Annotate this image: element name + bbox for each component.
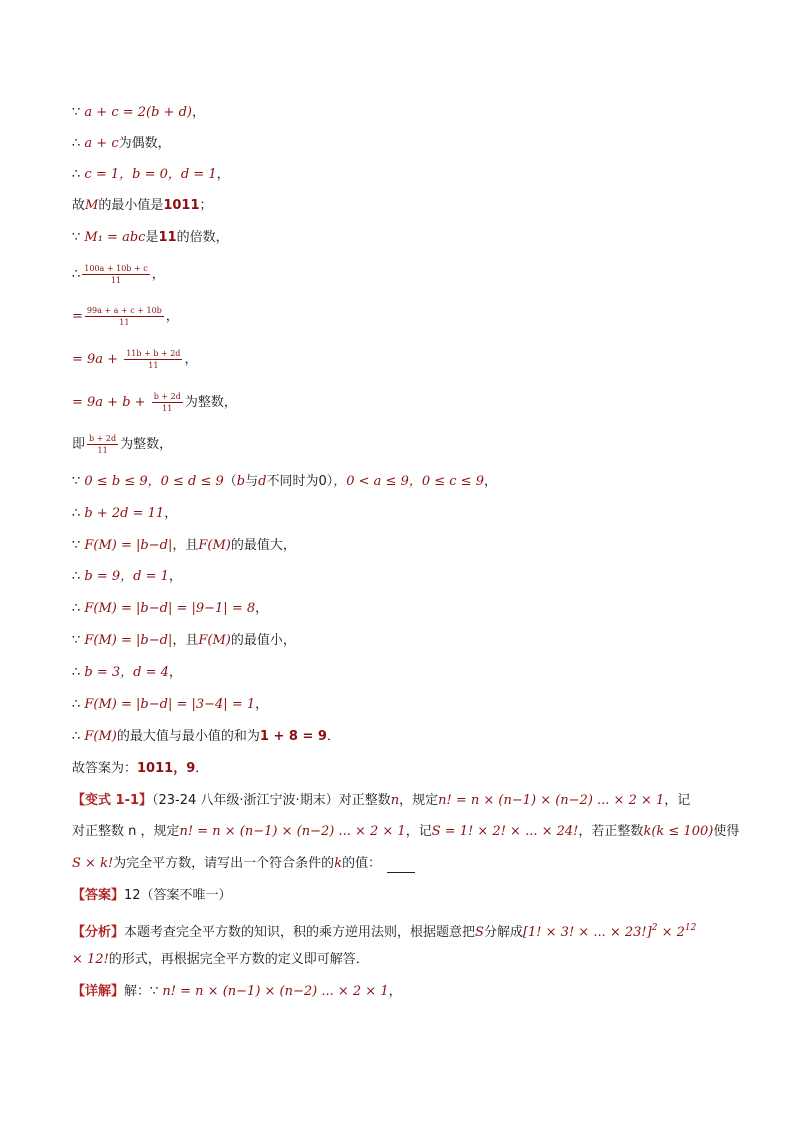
solution-line-2: ∴ a + c为偶数， [72, 136, 171, 151]
fraction: $\frac{11b + b + 2d}{11}$ [126, 349, 181, 370]
solution-line-1: ∵ a + c = 2(b + d)， [72, 105, 205, 120]
fraction: $\frac{99a + a + c + 10b}{11}$ [86, 306, 162, 327]
solution-line-5: ∵ M₁ = abc是11的倍数， [72, 230, 229, 245]
variant-line-2: 对正整数 n ，规定n! = n × (n−1) × (n−2) ... × 2 × 1，记S = 1! × 2! × ... × 24!，若正整数k(k ≤ 100)使得 [72, 824, 740, 839]
analysis-line-1: 【分析】本题考查完全平方数的知识，积的乘方逆用法则，根据题意把S分解成[1! × 3! × ... × $23!]^2 \times 2^{12}$ [72, 923, 697, 940]
solution-line-14: ∴ b = 9，d = 1， [72, 569, 182, 584]
variant-line-3: S × k!为完全平方数，请写出一个符合条件的k的值： [72, 855, 722, 873]
analysis-tag: 【分析】 [72, 925, 125, 940]
solution-line-9: = 9a + b + $\frac{b + 2d}{11}$ 为整数， [72, 392, 237, 413]
solution-line-12: ∴ b + 2d = 11， [72, 506, 178, 521]
solution-line-13: ∵ F(M) = |b−d|，且F(M)的最值大， [72, 538, 296, 553]
solution-line-17: ∴ b = 3，d = 4， [72, 665, 182, 680]
answer-tag: 【答案】 [72, 888, 125, 903]
variant-tag: 【变式 1-1】 [72, 793, 153, 808]
fraction: $\frac{b + 2d}{11}$ [153, 392, 181, 413]
solution-line-16: ∵ F(M) = |b−d|，且F(M)的最值小， [72, 633, 296, 648]
solution-line-15: ∴ F(M) = |b−d| = |9−1| = 8， [72, 601, 269, 616]
solution-line-20: 故答案为：1011，9． [72, 761, 209, 776]
solution-line-4: 故M的最小值是1011； [72, 198, 213, 213]
solution-line-8: = 9a + $\frac{11b + b + 2d}{11}$ ， [72, 349, 198, 370]
solution-line-7: = $\frac{99a + a + c + 10b}{11}$ ， [72, 306, 179, 327]
answer-blank [387, 860, 415, 873]
answer-line: 【答案】12（答案不唯一） [72, 888, 232, 903]
solution-line-6: ∴ $\frac{100a + 10b + c}{11}$ ， [72, 264, 165, 285]
analysis-line-2: × 12!的形式，再根据完全平方数的定义即可解答． [72, 952, 369, 967]
solution-line-19: ∴ F(M)的最大值与最小值的和为1 + 8 = 9． [72, 729, 340, 744]
solution-line-11: ∵ 0 ≤ b ≤ 9，0 ≤ d ≤ 9（b与d不同时为0），0 < a ≤ 9，0 ≤ c ≤ 9， [72, 474, 497, 489]
fraction: $\frac{b + 2d}{11}$ [89, 434, 117, 455]
detail-tag: 【详解】 [72, 984, 125, 999]
solution-line-10: 即 $\frac{b + 2d}{11}$ 为整数， [72, 434, 173, 455]
solution-line-18: ∴ F(M) = |b−d| = |3−4| = 1， [72, 697, 269, 712]
fraction: $\frac{100a + 10b + c}{11}$ [84, 264, 148, 285]
solution-line-3: ∴ c = 1，b = 0，d = 1， [72, 167, 230, 182]
variant-line-1: 【变式 1-1】（23-24 八年级·浙江宁波·期末）对正整数n，规定n! = n × (n−1) × (n−2) ... × 2 × 1，记 [72, 793, 691, 808]
detail-line: 【详解】解：∵ n! = n × (n−1) × (n−2) ... × 2 × 1， [72, 984, 402, 999]
